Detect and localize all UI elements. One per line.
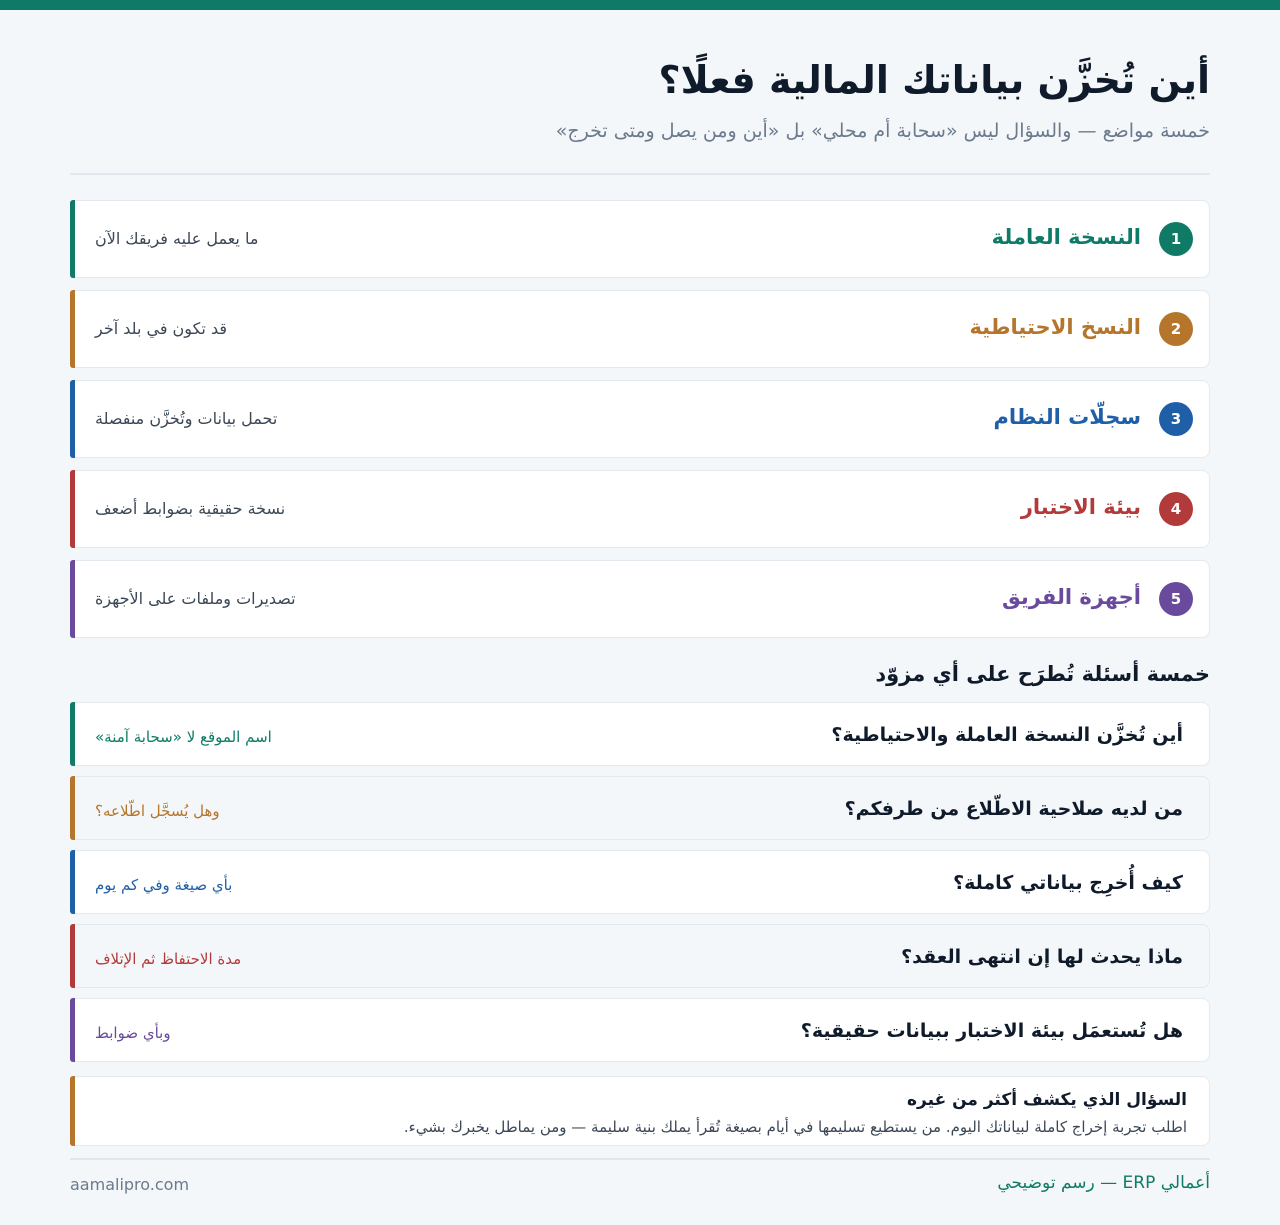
location-description: نسخة حقيقية بضوابط أضعف bbox=[95, 499, 286, 518]
location-description: تحمل بيانات وتُخزَّن منفصلة bbox=[95, 409, 278, 428]
callout-title: السؤال الذي يكشف أكثر من غيره bbox=[907, 1090, 1187, 1110]
location-card bbox=[70, 200, 1210, 278]
location-number-badge: 3 bbox=[1159, 402, 1193, 436]
question-card bbox=[70, 924, 1210, 988]
question-card bbox=[70, 776, 1210, 840]
callout-color-strip bbox=[70, 1076, 75, 1146]
location-name: النسخة العاملة bbox=[991, 225, 1141, 249]
footer-brand: أعمالي ERP — رسم توضيحي bbox=[997, 1173, 1210, 1193]
location-number-badge: 1 bbox=[1159, 222, 1193, 256]
question-hint: وبأي ضوابط bbox=[95, 1024, 171, 1042]
question-color-strip bbox=[70, 998, 75, 1062]
question-hint: بأي صيغة وفي كم يوم bbox=[95, 876, 233, 894]
top-accent-bar bbox=[0, 0, 1280, 10]
question-color-strip bbox=[70, 702, 75, 766]
location-color-strip bbox=[70, 560, 75, 638]
question-text: هل تُستعمَل بيئة الاختبار ببيانات حقيقية؟ bbox=[800, 1020, 1183, 1042]
question-card bbox=[70, 998, 1210, 1062]
question-color-strip bbox=[70, 850, 75, 914]
question-hint: مدة الاحتفاظ ثم الإتلاف bbox=[95, 950, 242, 968]
location-name: سجلّات النظام bbox=[993, 405, 1141, 429]
page-title: أين تُخزَّن بياناتك المالية فعلًا؟ bbox=[658, 58, 1210, 102]
location-color-strip bbox=[70, 290, 75, 368]
footer-site-link[interactable]: aamalipro.com bbox=[70, 1175, 190, 1194]
question-card bbox=[70, 702, 1210, 766]
location-description: ما يعمل عليه فريقك الآن bbox=[95, 229, 259, 248]
header-divider bbox=[70, 173, 1210, 175]
question-text: ماذا يحدث لها إن انتهى العقد؟ bbox=[901, 946, 1183, 968]
question-card bbox=[70, 850, 1210, 914]
location-number-badge: 2 bbox=[1159, 312, 1193, 346]
question-text: من لديه صلاحية الاطّلاع من طرفكم؟ bbox=[844, 798, 1183, 820]
question-color-strip bbox=[70, 776, 75, 840]
location-description: تصديرات وملفات على الأجهزة bbox=[95, 589, 296, 608]
location-color-strip bbox=[70, 470, 75, 548]
question-text: أين تُخزَّن النسخة العاملة والاحتياطية؟ bbox=[831, 724, 1183, 746]
location-number-badge: 4 bbox=[1159, 492, 1193, 526]
page-subtitle: خمسة مواضع — والسؤال ليس «سحابة أم محلي» بل «أين ومن يصل ومتى تخرج» bbox=[555, 120, 1210, 142]
location-color-strip bbox=[70, 380, 75, 458]
questions-section-title: خمسة أسئلة تُطرَح على أي مزوّد bbox=[875, 662, 1210, 686]
location-color-strip bbox=[70, 200, 75, 278]
location-description: قد تكون في بلد آخر bbox=[95, 319, 227, 338]
location-name: النسخ الاحتياطية bbox=[969, 315, 1141, 339]
location-name: بيئة الاختبار bbox=[1020, 495, 1141, 519]
question-hint: وهل يُسجَّل اطّلاعه؟ bbox=[95, 802, 220, 820]
location-card bbox=[70, 380, 1210, 458]
location-card bbox=[70, 290, 1210, 368]
location-name: أجهزة الفريق bbox=[1001, 585, 1141, 609]
question-text: كيف أُخرِج بياناتي كاملة؟ bbox=[953, 872, 1183, 894]
question-hint: اسم الموقع لا «سحابة آمنة» bbox=[95, 728, 272, 746]
location-card bbox=[70, 470, 1210, 548]
key-question-callout bbox=[70, 1076, 1210, 1146]
location-number-badge: 5 bbox=[1159, 582, 1193, 616]
footer-divider bbox=[70, 1158, 1210, 1160]
question-color-strip bbox=[70, 924, 75, 988]
location-card bbox=[70, 560, 1210, 638]
callout-text: اطلب تجربة إخراج كاملة لبياناتك اليوم. من يستطيع تسليمها في أيام بصيغة تُقرأ يملك بنية سليمة — ومن يماطل يخبرك بشيء. bbox=[403, 1118, 1187, 1136]
